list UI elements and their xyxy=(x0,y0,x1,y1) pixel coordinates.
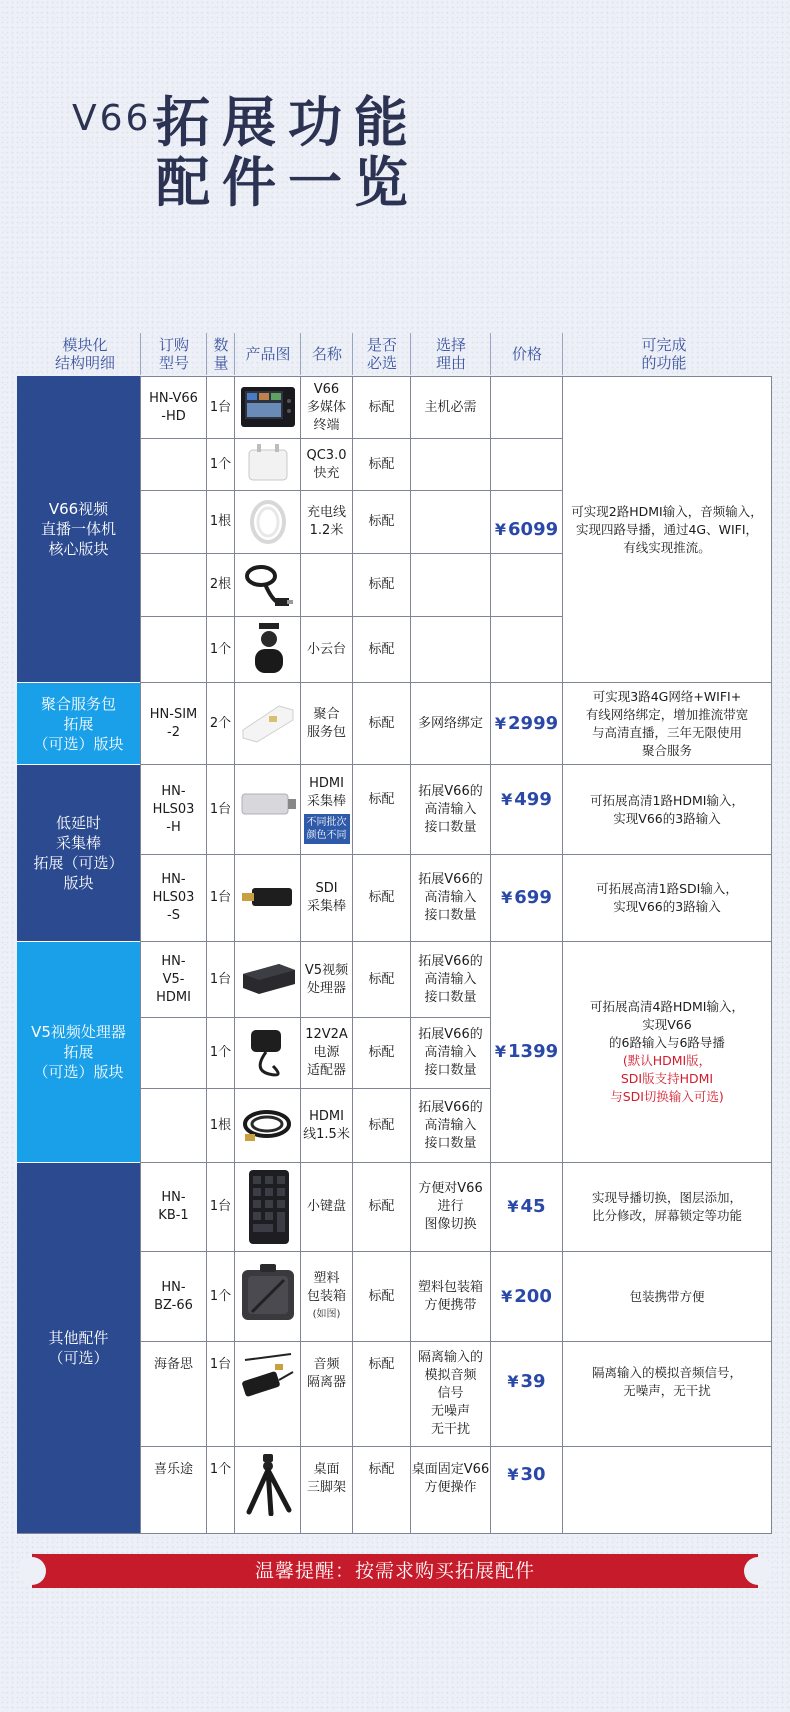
keypad-image xyxy=(245,1168,293,1246)
ball-head-image xyxy=(247,619,291,679)
row-reason: 拓展V66的 高清输入 接口数量 xyxy=(418,1099,483,1151)
price-tripod xyxy=(491,1447,562,1503)
row-qty: 1个 xyxy=(209,456,232,472)
price-value: 39 xyxy=(520,1371,546,1392)
column-divider xyxy=(234,376,235,1533)
row-name: 12V2A 电源 适配器 xyxy=(305,1027,348,1078)
category-capture: 低延时 采集棒 拓展（可选） 版块 xyxy=(17,765,140,941)
row-reason: 隔离输入的 模拟音频 信号 无噪声 无干扰 xyxy=(417,1350,483,1437)
function-core: 可实现2路HDMI输入，音频输入， 实现四路导播，通过4G、WIFI， 有线实现推流。 xyxy=(571,503,763,555)
header-qty: 数 量 xyxy=(213,336,229,372)
row-name: QC3.0 快充 xyxy=(306,447,347,481)
function-keypad: 实现导播切换，图层添加， 比分修改，屏幕锁定等功能 xyxy=(591,1190,742,1223)
price-value: 699 xyxy=(514,887,552,908)
header-divider xyxy=(352,333,353,375)
row-required: 标配 xyxy=(368,577,395,592)
price-v5 xyxy=(491,942,562,1162)
row-required: 标配 xyxy=(368,1288,395,1304)
price-aggregation xyxy=(491,683,562,764)
row-reason: 主机必需 xyxy=(424,399,477,415)
header-reason: 选择 理由 xyxy=(435,336,466,372)
row-reason xyxy=(411,554,490,616)
reminder-text: 温馨提醒：按需求购买拓展配件 xyxy=(254,1560,535,1582)
row-reason: 拓展V66的 高清输入 接口数量 xyxy=(418,1027,483,1078)
row-name: V66 多媒体 终端 xyxy=(306,381,346,433)
row-qty: 1台 xyxy=(209,1199,232,1214)
row-name: HDMI 采集棒 xyxy=(306,776,346,809)
header-function: 可完成 的功能 xyxy=(641,336,687,372)
row-qty: 1根 xyxy=(209,514,232,529)
charging-cable-image xyxy=(244,494,292,550)
sdi-capture-image xyxy=(238,880,298,914)
price-currency: ¥ xyxy=(507,1197,519,1216)
row-name: 音频 隔离器 xyxy=(306,1357,346,1390)
row-qty: 1根 xyxy=(209,1117,232,1133)
row-reason xyxy=(411,439,490,490)
hdmi-cable-image xyxy=(239,1100,297,1150)
price-value: 2999 xyxy=(508,712,559,734)
row-name-block xyxy=(301,765,352,854)
price-currency: ¥ xyxy=(501,888,513,907)
row-required: 标配 xyxy=(368,1117,395,1133)
row-required: 标配 xyxy=(368,399,395,415)
row-qty: 2根 xyxy=(209,577,232,592)
row-reason: 方便对V66 进行 图像切换 xyxy=(418,1181,483,1232)
header-divider xyxy=(206,333,207,375)
row-model: HN-V66 -HD xyxy=(149,390,198,424)
row-reason: 拓展V66的 高清输入 接口数量 xyxy=(418,872,483,923)
category-v5: V5视频处理器 拓展 （可选）版块 xyxy=(17,942,140,1162)
title-line-2: 配件一览 xyxy=(156,151,420,214)
header-module: 模块化 结构明细 xyxy=(54,336,115,372)
price-case xyxy=(491,1252,562,1341)
title-prefix: V66- xyxy=(72,98,168,139)
function-hdmi-capture: 可拓展高清1路HDMI输入， 实现V66的3路输入 xyxy=(590,792,744,826)
header-price: 价格 xyxy=(511,345,542,363)
price-currency: ¥ xyxy=(494,519,507,539)
function-sdi-capture: 可拓展高清1路SDI输入， 实现V66的3路输入 xyxy=(596,881,738,914)
function-v5-note: (默认HDMI版， SDI版支持HDMI 与SDI切换输入可选) xyxy=(610,1053,724,1104)
category-other: 其他配件 （可选） xyxy=(17,1163,140,1533)
row-name: 小云台 xyxy=(306,641,346,657)
header-model: 订购 型号 xyxy=(158,336,189,372)
row-required: 标配 xyxy=(368,971,395,987)
price-hdmi-capture xyxy=(491,765,562,835)
row-model: HN- HLS03 -S xyxy=(152,872,195,923)
price-value: 499 xyxy=(514,789,552,810)
header-divider xyxy=(300,333,301,375)
hdmi-capture-image xyxy=(238,788,298,822)
function-isolator: 隔离输入的模拟音频信号， 无噪声，无干扰 xyxy=(591,1365,742,1398)
audio-isolator-image xyxy=(239,1350,297,1410)
price-core xyxy=(491,377,562,682)
row-required: 标配 xyxy=(368,1045,395,1060)
row-name: 桌面 三脚架 xyxy=(306,1462,346,1495)
row-model: HN- HLS03 -H xyxy=(152,783,195,835)
charger-image xyxy=(245,442,291,486)
sim-card-image xyxy=(239,700,297,746)
row-model: 海备思 xyxy=(153,1357,193,1372)
row-qty: 1台 xyxy=(209,399,232,415)
row-qty: 1个 xyxy=(209,1045,232,1060)
row-qty: 1台 xyxy=(209,1357,232,1372)
function-v5 xyxy=(563,942,771,1162)
header-divider xyxy=(562,333,563,375)
row-name-block xyxy=(301,1252,352,1341)
header-divider xyxy=(234,333,235,375)
column-divider xyxy=(771,376,772,1533)
row-model xyxy=(141,1089,206,1162)
row-reason: 拓展V66的 高清输入 接口数量 xyxy=(418,953,483,1005)
category-core: V66视频 直播一体机 核心版块 xyxy=(17,376,140,682)
row-name: 小键盘 xyxy=(306,1199,346,1214)
row-name: 充电线 1.2米 xyxy=(306,505,346,538)
price-value: 1399 xyxy=(508,1041,559,1062)
row-model: HN- KB-1 xyxy=(158,1190,189,1223)
price-currency: ¥ xyxy=(501,1286,513,1306)
row-required: 标配 xyxy=(368,890,395,905)
price-value: 30 xyxy=(520,1464,546,1485)
row-required: 标配 xyxy=(368,456,395,472)
row-reason xyxy=(411,617,490,682)
row-reason: 多网络绑定 xyxy=(417,715,483,731)
row-name: 聚合 服务包 xyxy=(306,706,346,740)
row-reason xyxy=(411,491,490,553)
row-model xyxy=(141,1018,206,1088)
row-required: 标配 xyxy=(368,792,395,807)
reminder-banner xyxy=(32,1554,758,1588)
row-model xyxy=(141,617,206,682)
header-divider xyxy=(140,333,141,375)
row-model xyxy=(141,439,206,490)
row-reason: 塑料包装箱 方便携带 xyxy=(417,1279,483,1313)
row-required: 标配 xyxy=(368,641,395,657)
price-currency: ¥ xyxy=(507,1372,519,1391)
price-sdi-capture xyxy=(491,855,562,941)
row-model xyxy=(141,491,206,553)
case-note: (如图) xyxy=(312,1308,341,1320)
row-qty: 1个 xyxy=(209,1288,232,1304)
price-value: 45 xyxy=(520,1196,546,1217)
header-name: 名称 xyxy=(311,345,342,363)
color-note-badge: 不同批次 颜色不同 xyxy=(304,814,350,844)
price-keypad xyxy=(491,1163,562,1251)
row-required: 标配 xyxy=(368,715,395,731)
price-isolator xyxy=(491,1342,562,1422)
row-qty: 1台 xyxy=(209,890,232,905)
title-line-1: 拓展功能 xyxy=(156,91,420,154)
price-value: 200 xyxy=(514,1285,552,1307)
price-currency: ¥ xyxy=(494,713,507,733)
row-required: 标配 xyxy=(368,514,395,529)
row-name: HDMI 线1.5米 xyxy=(303,1108,350,1142)
row-model: 喜乐途 xyxy=(153,1462,193,1477)
row-qty: 1个 xyxy=(209,1462,232,1477)
header-divider xyxy=(490,333,491,375)
function-aggregation: 可实现3路4G网络+WIFI+ 有线网络绑定，增加推流带宽 与高清直播，三年无限使用 聚合服务 xyxy=(585,688,749,758)
row-name: V5视频 处理器 xyxy=(304,962,349,996)
function-case: 包装携带方便 xyxy=(629,1288,705,1304)
row-name: 塑料 包装箱 xyxy=(306,1270,346,1304)
row-name: SDI 采集棒 xyxy=(306,881,346,914)
usb-cable-image xyxy=(241,558,297,612)
power-adapter-image xyxy=(243,1022,293,1084)
row-qty: 1个 xyxy=(209,641,232,657)
header-divider xyxy=(410,333,411,375)
price-value: 6099 xyxy=(508,518,559,540)
category-aggregation: 聚合服务包 拓展 （可选）版块 xyxy=(17,683,140,764)
section-divider xyxy=(562,1446,772,1447)
header-image: 产品图 xyxy=(245,345,291,363)
row-qty: 2个 xyxy=(209,715,232,731)
row-qty: 1台 xyxy=(209,971,232,987)
price-currency: ¥ xyxy=(501,790,513,809)
row-model xyxy=(141,554,206,616)
row-model: HN-SIM -2 xyxy=(149,706,198,740)
row-reason: 拓展V66的 高清输入 接口数量 xyxy=(418,783,483,835)
v66-terminal-image xyxy=(239,381,297,433)
v5-processor-image xyxy=(239,958,297,998)
header-required: 是否 必选 xyxy=(366,336,397,372)
row-required: 标配 xyxy=(368,1199,395,1214)
row-required: 标配 xyxy=(368,1462,395,1477)
row-qty: 1台 xyxy=(209,801,232,817)
row-reason: 桌面固定V66 方便操作 xyxy=(411,1462,490,1495)
row-name xyxy=(301,554,352,616)
table-bottom xyxy=(17,1533,772,1534)
price-currency: ¥ xyxy=(494,1042,507,1061)
tripod-image xyxy=(241,1450,297,1516)
row-required: 标配 xyxy=(368,1357,395,1372)
row-model: HN- BZ-66 xyxy=(154,1279,193,1313)
function-v5-text: 可拓展高清4路HDMI输入， 实现V66 的6路输入与6路导播 xyxy=(590,999,744,1050)
carry-case-image xyxy=(238,1262,298,1330)
price-currency: ¥ xyxy=(507,1465,519,1484)
row-model: HN- V5- HDMI xyxy=(156,953,191,1005)
